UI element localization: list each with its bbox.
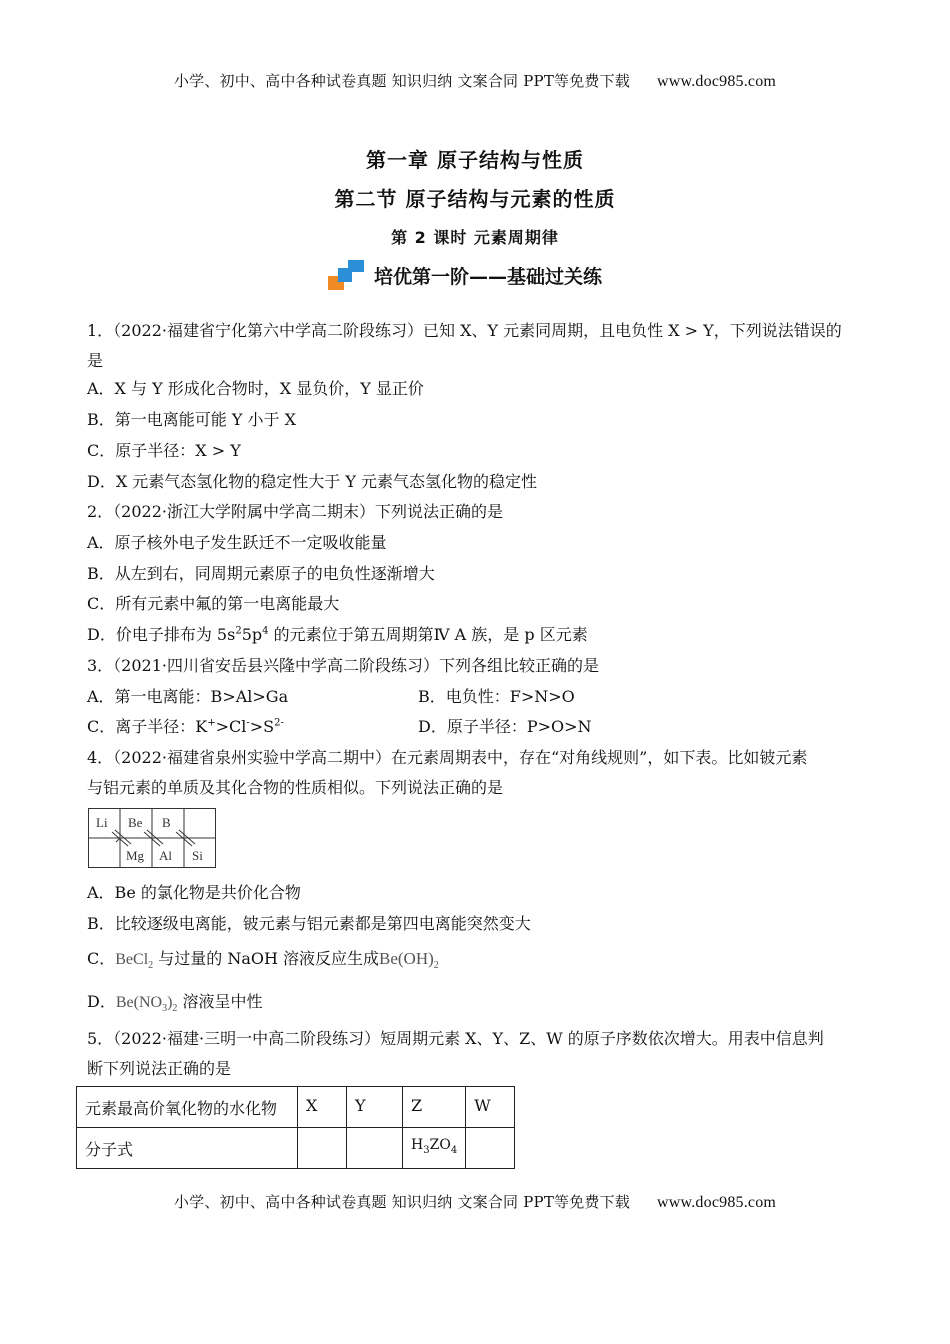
grid-cell-si: Si — [192, 848, 203, 863]
table-cell — [466, 1128, 515, 1169]
table-cell: X — [298, 1087, 347, 1128]
grid-cell-al: Al — [159, 848, 172, 863]
q3-option-a[interactable]: A．第一电离能：B>Al>Ga — [87, 687, 289, 706]
q4-stem-line2: 与铝元素的单质及其化合物的性质相似。下列说法正确的是 — [87, 778, 504, 797]
page-footer — [0, 1191, 950, 1212]
grid-cell-li: Li — [96, 815, 108, 830]
lesson-title: 第 2 课时 元素周期律 — [391, 228, 559, 247]
q3-option-c[interactable]: C．离子半径：$K^+>Cl^->S^{2-}$ — [87, 717, 284, 736]
q2-option-b[interactable]: B．从左到右，同周期元素原子的电负性逐渐增大 — [87, 564, 435, 583]
q1-option-c[interactable]: C．原子半径：X > Y — [87, 441, 241, 460]
table-row — [77, 1087, 515, 1128]
q4-option-a[interactable]: A．Be 的氯化物是共价化合物 — [87, 883, 301, 902]
table-cell — [298, 1128, 347, 1169]
q1-option-a[interactable]: A．X 与 Y 形成化合物时，X 显负价，Y 显正价 — [87, 379, 424, 398]
q1-option-b[interactable]: B．第一电离能可能 Y 小于 X — [87, 410, 296, 429]
level-badge — [328, 260, 602, 290]
q2-option-a[interactable]: A．原子核外电子发生跃迁不一定吸收能量 — [87, 533, 387, 552]
table-cell: 分子式 — [77, 1128, 298, 1169]
chapter-title: 第一章 原子结构与性质 — [366, 148, 584, 172]
header-text: 小学、初中、高中各种试卷真题 知识归纳 文案合同 PPT等免费下载 — [173, 72, 631, 90]
level-title: 培优第一阶——基础过关练 — [374, 265, 603, 288]
footer-site-link[interactable]: www.doc985.com — [657, 1194, 777, 1211]
grid-cell-mg: Mg — [126, 848, 145, 863]
q4-option-b[interactable]: B．比较逐级电离能，铍元素与铝元素都是第四电离能突然变大 — [87, 914, 531, 933]
q1-option-d[interactable]: D．X 元素气态氢化物的稳定性大于 Y 元素气态氢化物的稳定性 — [87, 472, 538, 491]
q4-option-c[interactable]: C．BeCl$_2$ 与过量的 NaOH 溶液反应生成$Be(OH)_2$ — [87, 949, 439, 972]
section-title: 第二节 原子结构与元素的性质 — [334, 187, 616, 211]
q3-option-b[interactable]: B．电负性：F>N>O — [418, 687, 575, 706]
q2-stem: 2．（2022·浙江大学附属中学高二期末）下列说法正确的是 — [87, 502, 503, 521]
table-cell: Z — [403, 1087, 466, 1128]
grid-cell-b: B — [162, 815, 171, 830]
table-cell: Y — [347, 1087, 403, 1128]
q3-option-d[interactable]: D．原子半径：P>O>N — [418, 717, 592, 736]
header-site-link[interactable]: www.doc985.com — [657, 73, 777, 90]
table-row — [77, 1128, 515, 1169]
q5-stem-line2: 断下列说法正确的是 — [87, 1059, 232, 1078]
q3-stem: 3．（2021·四川省安岳县兴隆中学高二阶段练习）下列各组比较正确的是 — [87, 656, 599, 675]
q1-stem-line1: 1．（2022·福建省宁化第六中学高二阶段练习）已知 X、Y 元素同周期，且电负性 X > Y，下列说法错误的 — [87, 321, 842, 340]
table-cell: 元素最高价氧化物的水化物 — [77, 1087, 298, 1128]
q5-stem-line1: 5．（2022·福建·三明一中高二阶段练习）短周期元素 X、Y、Z、W 的原子序数依次增大。用表中信息判 — [87, 1029, 824, 1048]
page-header — [0, 70, 950, 91]
q4-stem-line1: 4．（2022·福建省泉州实验中学高二期中）在元素周期表中，存在“对角线规则”，如下表。比如铍元素 — [87, 748, 808, 767]
diagonal-rule-grid — [88, 808, 218, 870]
q5-table — [76, 1086, 515, 1169]
q2-option-c[interactable]: C．所有元素中氟的第一电离能最大 — [87, 594, 340, 613]
table-cell — [347, 1128, 403, 1169]
table-cell: W — [466, 1087, 515, 1128]
footer-text: 小学、初中、高中各种试卷真题 知识归纳 文案合同 PPT等免费下载 — [173, 1193, 631, 1211]
table-cell-formula: $H_3ZO_4$ — [403, 1128, 466, 1169]
q1-stem-line2: 是 — [87, 351, 104, 370]
grid-cell-be: Be — [128, 815, 143, 830]
q4-option-d[interactable]: D．$Be(NO_3)_2$ 溶液呈中性 — [87, 992, 263, 1015]
q2-option-d[interactable]: D．价电子排布为 $5s^25p^4$ 的元素位于第五周期第Ⅳ A 族，是 p 区元素 — [87, 625, 588, 644]
steps-icon — [328, 260, 368, 290]
